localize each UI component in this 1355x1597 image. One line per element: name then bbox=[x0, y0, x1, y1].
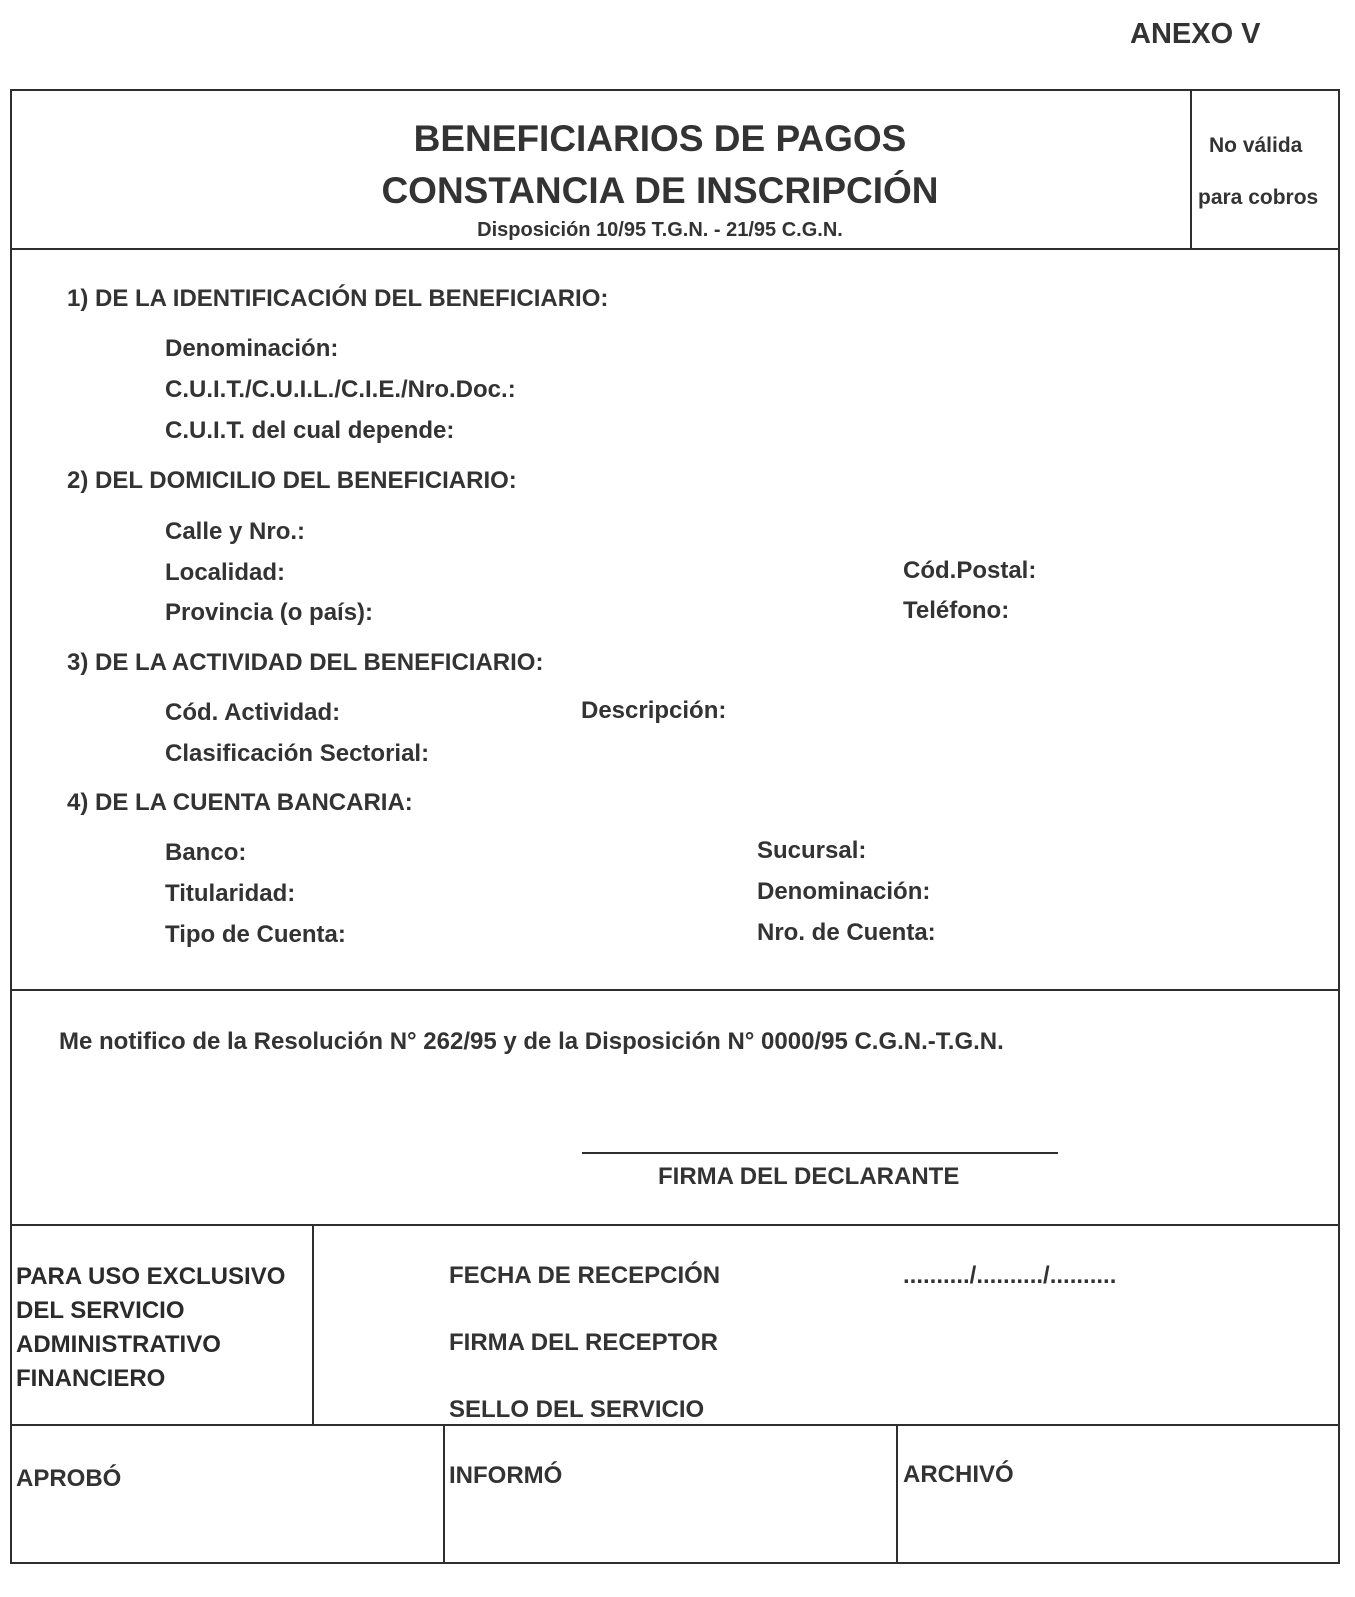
notice-line1: No válida bbox=[1209, 134, 1303, 157]
field-cod-actividad: Cód. Actividad: bbox=[165, 699, 341, 726]
form-subtitle: Disposición 10/95 T.G.N. - 21/95 C.G.N. bbox=[477, 219, 843, 241]
notification-text: Me notifico de la Resolución N° 262/95 y de la Disposición N° 0000/95 C.G.N.-T.G.N. bbox=[59, 1028, 1004, 1055]
annex-label: ANEXO V bbox=[1130, 18, 1261, 50]
signature-line bbox=[582, 1152, 1058, 1154]
admin-divider bbox=[312, 1224, 314, 1424]
form-title-line1: BENEFICIARIOS DE PAGOS bbox=[413, 118, 907, 159]
archivo-label: ARCHIVÓ bbox=[903, 1461, 1014, 1488]
firma-receptor-label: FIRMA DEL RECEPTOR bbox=[449, 1329, 718, 1356]
field-cuit: C.U.I.T./C.U.I.L./C.I.E./Nro.Doc.: bbox=[165, 376, 516, 403]
field-denominacion: Denominación: bbox=[165, 335, 339, 362]
field-sucursal: Sucursal: bbox=[757, 837, 867, 864]
field-tipo-cuenta: Tipo de Cuenta: bbox=[165, 921, 346, 948]
section-identification-heading: 1) DE LA IDENTIFICACIÓN DEL BENEFICIARIO: bbox=[67, 285, 609, 312]
admin-box-label: PARA USO EXCLUSIVO DEL SERVICIO ADMINISTRATIVO FINANCIERO bbox=[16, 1263, 286, 1392]
informo-label: INFORMÓ bbox=[449, 1462, 563, 1489]
fecha-recepcion-label: FECHA DE RECEPCIÓN bbox=[449, 1262, 721, 1289]
field-banco: Banco: bbox=[165, 839, 247, 866]
notification-bottom-rule bbox=[10, 1224, 1340, 1226]
sello-servicio-label: SELLO DEL SERVICIO bbox=[449, 1396, 705, 1423]
section-bank-heading: 4) DE LA CUENTA BANCARIA: bbox=[67, 789, 413, 816]
section-activity-heading: 3) DE LA ACTIVIDAD DEL BENEFICIARIO: bbox=[67, 649, 544, 676]
admin-bottom-rule bbox=[10, 1424, 1340, 1426]
fecha-recepcion-field[interactable]: ........../........../.......... bbox=[903, 1262, 1117, 1289]
header-bottom-rule bbox=[10, 248, 1340, 250]
field-denominacion-cuenta: Denominación: bbox=[757, 878, 931, 905]
field-titularidad: Titularidad: bbox=[165, 880, 296, 907]
field-nro-cuenta: Nro. de Cuenta: bbox=[757, 919, 936, 946]
field-provincia: Provincia (o país): bbox=[165, 599, 374, 626]
field-clasificacion: Clasificación Sectorial: bbox=[165, 740, 430, 767]
field-telefono: Teléfono: bbox=[903, 597, 1010, 624]
notice-line2: para cobros bbox=[1198, 186, 1319, 209]
form-title-line2: CONSTANCIA DE INSCRIPCIÓN bbox=[381, 170, 939, 211]
fields-bottom-rule bbox=[10, 989, 1340, 991]
footer-divider-2 bbox=[896, 1424, 898, 1564]
aprobo-label: APROBÓ bbox=[16, 1465, 122, 1492]
field-calle: Calle y Nro.: bbox=[165, 518, 306, 545]
footer-divider-1 bbox=[443, 1424, 445, 1564]
field-localidad: Localidad: bbox=[165, 559, 286, 586]
section-domicile-heading: 2) DEL DOMICILIO DEL BENEFICIARIO: bbox=[67, 467, 517, 494]
signature-label: FIRMA DEL DECLARANTE bbox=[658, 1163, 960, 1190]
field-cod-postal: Cód.Postal: bbox=[903, 557, 1037, 584]
field-cuit-depende: C.U.I.T. del cual depende: bbox=[165, 417, 455, 444]
field-descripcion: Descripción: bbox=[581, 697, 727, 724]
